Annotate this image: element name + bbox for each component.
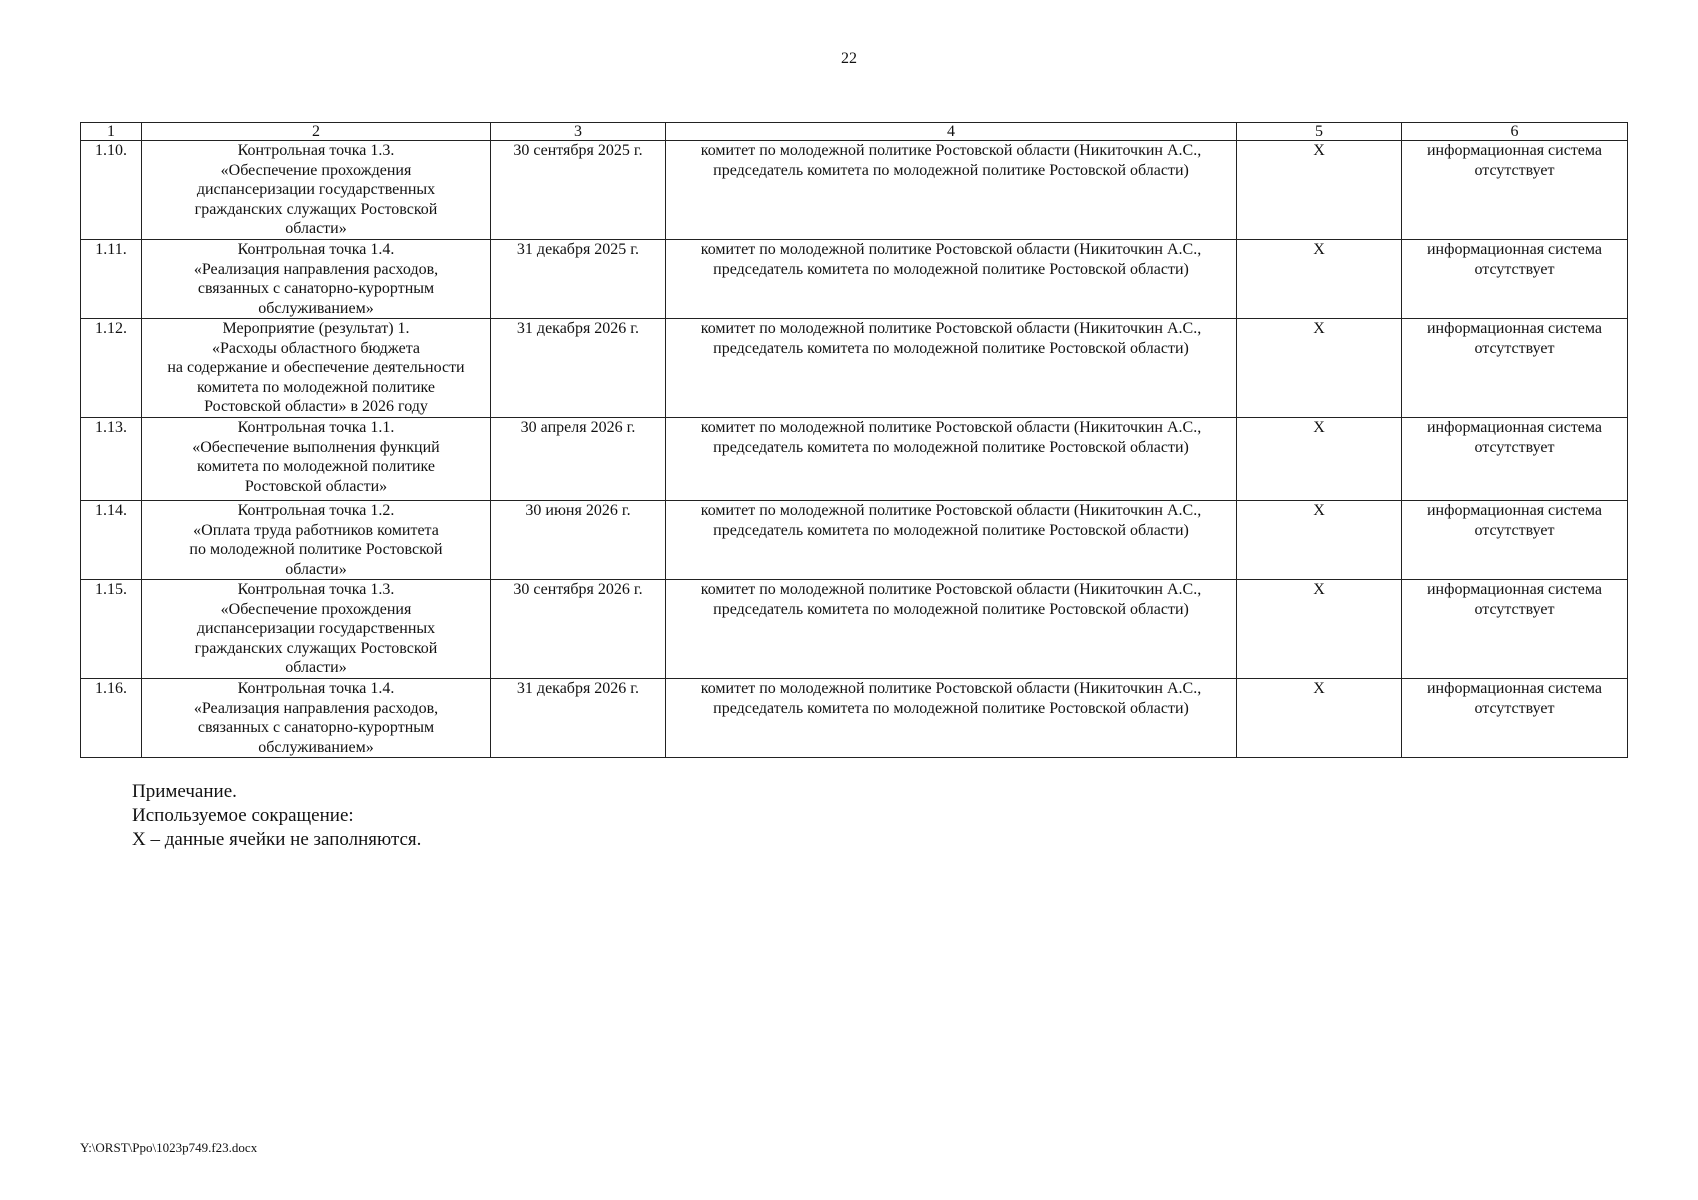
row-number: 1.13. (81, 418, 142, 501)
column-5-value: X (1237, 580, 1402, 679)
responsible-executor: комитет по молодежной политике Ростовской области (Никиточкин А.С., председатель комитета по молодежной политике Ростовской области) (666, 319, 1237, 418)
table-row (81, 319, 1628, 418)
note-title: Примечание. (132, 781, 237, 802)
responsible-executor: комитет по молодежной политике Ростовской области (Никиточкин А.С., председатель комитета по молодежной политике Ростовской области) (666, 141, 1237, 240)
event-name: Контрольная точка 1.2. «Оплата труда работников комитета по молодежной политике Ростовской области» (142, 501, 491, 580)
row-number: 1.11. (81, 240, 142, 319)
responsible-executor: комитет по молодежной политике Ростовской области (Никиточкин А.С., председатель комитета по молодежной политике Ростовской области) (666, 418, 1237, 501)
deadline-date: 30 июня 2026 г. (491, 501, 666, 580)
column-5-value: X (1237, 501, 1402, 580)
responsible-executor: комитет по молодежной политике Ростовской области (Никиточкин А.С., председатель комитета по молодежной политике Ростовской области) (666, 580, 1237, 679)
event-name: Контрольная точка 1.1. «Обеспечение выполнения функций комитета по молодежной политике Ростовской области» (142, 418, 491, 501)
info-system: информационная система отсутствует (1402, 319, 1628, 418)
note-abbreviation-heading: Используемое сокращение: (132, 805, 354, 826)
column-5-value: X (1237, 141, 1402, 240)
responsible-executor: комитет по молодежной политике Ростовской области (Никиточкин А.С., председатель комитета по молодежной политике Ростовской области) (666, 240, 1237, 319)
deadline-date: 30 сентября 2026 г. (491, 580, 666, 679)
deadline-date: 30 сентября 2025 г. (491, 141, 666, 240)
row-number: 1.12. (81, 319, 142, 418)
responsible-executor: комитет по молодежной политике Ростовской области (Никиточкин А.С., председатель комитета по молодежной политике Ростовской области) (666, 679, 1237, 758)
deadline-date: 31 декабря 2026 г. (491, 679, 666, 758)
column-5-value: X (1237, 679, 1402, 758)
row-number: 1.16. (81, 679, 142, 758)
note-block (132, 780, 421, 852)
event-name: Контрольная точка 1.3. «Обеспечение прохождения диспансеризации государственных гражданских служащих Ростовской области» (142, 141, 491, 240)
info-system: информационная система отсутствует (1402, 580, 1628, 679)
column-number: 3 (491, 123, 666, 141)
column-number: 2 (142, 123, 491, 141)
event-name: Контрольная точка 1.4. «Реализация направления расходов, связанных с санаторно-курортным обслуживанием» (142, 679, 491, 758)
row-number: 1.15. (81, 580, 142, 679)
file-path-footer: Y:\ORST\Ppo\1023p749.f23.docx (80, 1140, 258, 1155)
event-name: Контрольная точка 1.4. «Реализация направления расходов, связанных с санаторно-курортным обслуживанием» (142, 240, 491, 319)
info-system: информационная система отсутствует (1402, 679, 1628, 758)
info-system: информационная система отсутствует (1402, 240, 1628, 319)
info-system: информационная система отсутствует (1402, 418, 1628, 501)
column-number: 4 (666, 123, 1237, 141)
row-number: 1.10. (81, 141, 142, 240)
deadline-date: 31 декабря 2026 г. (491, 319, 666, 418)
column-number-row (81, 123, 1628, 141)
event-name: Мероприятие (результат) 1. «Расходы областного бюджета на содержание и обеспечение деятельности комитета по молодежной политике Ростовской области» в 2026 году (142, 319, 491, 418)
page-number: 22 (841, 50, 857, 67)
column-5-value: X (1237, 240, 1402, 319)
note-abbreviation-definition: X – данные ячейки не заполняются. (132, 829, 422, 850)
responsible-executor: комитет по молодежной политике Ростовской области (Никиточкин А.С., председатель комитета по молодежной политике Ростовской области) (666, 501, 1237, 580)
row-number: 1.14. (81, 501, 142, 580)
column-number: 1 (81, 123, 142, 141)
column-5-value: X (1237, 319, 1402, 418)
deadline-date: 31 декабря 2025 г. (491, 240, 666, 319)
column-number: 5 (1237, 123, 1402, 141)
table-row (81, 679, 1628, 758)
table-row (81, 580, 1628, 679)
table-row (81, 240, 1628, 319)
column-number: 6 (1402, 123, 1628, 141)
event-name: Контрольная точка 1.3. «Обеспечение прохождения диспансеризации государственных гражданских служащих Ростовской области» (142, 580, 491, 679)
info-system: информационная система отсутствует (1402, 501, 1628, 580)
table-row (81, 418, 1628, 501)
info-system: информационная система отсутствует (1402, 141, 1628, 240)
column-5-value: X (1237, 418, 1402, 501)
table-row (81, 141, 1628, 240)
table-row (81, 501, 1628, 580)
deadline-date: 30 апреля 2026 г. (491, 418, 666, 501)
control-points-table (80, 122, 1628, 758)
